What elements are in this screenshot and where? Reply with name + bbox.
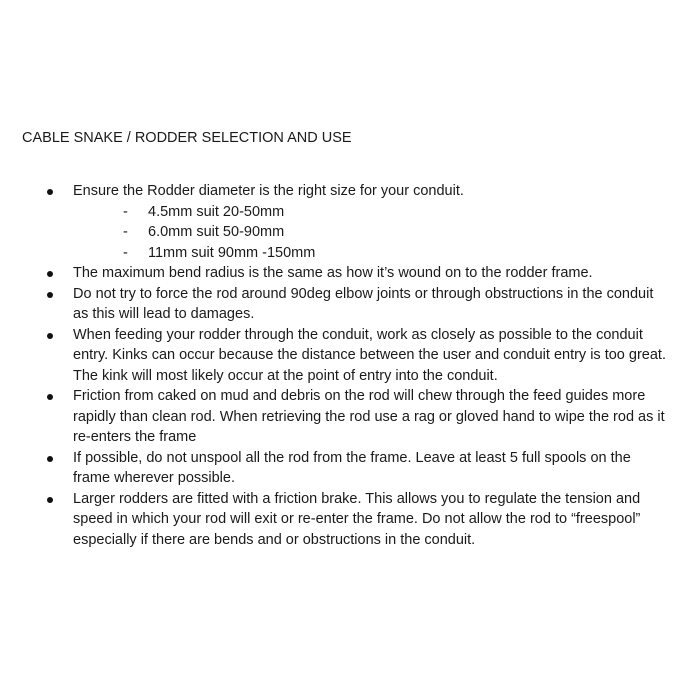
- list-item: [0, 181, 700, 202]
- sub-list-item-text: 6.0mm suit 50-90mm: [148, 224, 285, 240]
- bullet-icon: [47, 394, 53, 400]
- list-item-text: re-enters the frame: [73, 429, 197, 445]
- list-item: [0, 489, 700, 551]
- bullet-icon: [47, 497, 53, 503]
- list-item-text: rapidly than clean rod. When retrieving the rod use a rag or gloved hand to wipe the rod as it: [73, 408, 665, 425]
- list-item-text: Friction from caked on mud and debris on the rod will chew through the feed guides more: [73, 388, 646, 404]
- sub-list-item-text: 11mm suit 90mm -150mm: [148, 244, 316, 261]
- list-item-text: Do not try to force the rod around 90deg elbow joints or through obstructions in the conduit: [73, 285, 654, 302]
- list-item: [0, 263, 700, 284]
- list-item-text: If possible, do not unspool all the rod from the frame. Leave at least 5 full spools on the: [73, 449, 631, 466]
- list-item-text: as this will lead to damages.: [73, 306, 255, 322]
- list-item-text: speed in which your rod will exit or re-enter the frame. Do not allow the rod to “freespool”: [73, 511, 641, 527]
- list-item: [0, 386, 700, 448]
- list-item: [0, 284, 700, 325]
- document-title: CABLE SNAKE / RODDER SELECTION AND USE: [22, 130, 352, 146]
- list-item-text: The kink will most likely occur at the point of entry into the conduit.: [73, 367, 498, 384]
- sub-list-item: [0, 243, 700, 264]
- list-item-text: The maximum bend radius is the same as how it’s wound on to the rodder frame.: [73, 265, 593, 281]
- sub-list-item: [0, 202, 700, 223]
- list-item: [0, 448, 700, 489]
- bullet-icon: [47, 333, 53, 339]
- list-item: [0, 325, 700, 387]
- list-item-text: Ensure the Rodder diameter is the right size for your conduit.: [73, 183, 464, 199]
- list-item-text: frame wherever possible.: [73, 470, 235, 486]
- bullet-icon: [47, 456, 53, 462]
- bullet-icon: [47, 271, 53, 277]
- list-item-text: When feeding your rodder through the conduit, work as closely as possible to the conduit: [73, 326, 643, 343]
- bullet-list: [0, 181, 700, 550]
- list-item-text: especially if there are bends and or obstructions in the conduit.: [73, 531, 476, 548]
- list-item-text: entry. Kinks can occur because the distance between the user and conduit entry is too great.: [73, 347, 666, 363]
- dash-marker: -: [123, 224, 128, 240]
- sub-list-item-text: 4.5mm suit 20-50mm: [148, 203, 285, 220]
- dash-marker: -: [123, 203, 128, 220]
- list-item-text: Larger rodders are fitted with a friction brake. This allows you to regulate the tension and: [73, 490, 641, 507]
- sub-list-item: [0, 222, 700, 243]
- dash-marker: -: [123, 244, 128, 261]
- bullet-icon: [47, 292, 53, 298]
- bullet-icon: [47, 189, 53, 195]
